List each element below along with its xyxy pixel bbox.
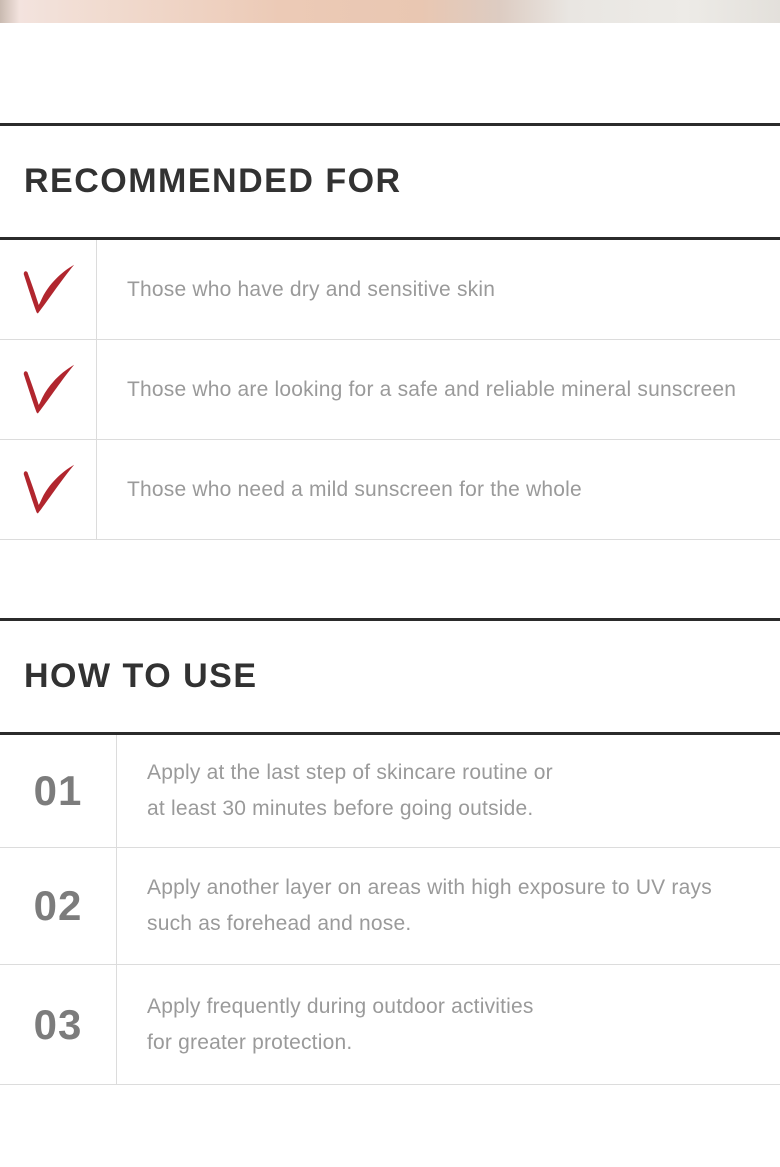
recommended-item-text: Those who need a mild sunscreen for the whole [127, 477, 582, 501]
recommended-item-text: Those who are looking for a safe and reliable mineral sunscreen [127, 377, 737, 401]
step-row [0, 965, 780, 1085]
step-text [117, 965, 780, 1084]
step-number: 02 [0, 848, 117, 964]
section-spacer [0, 540, 780, 618]
recommended-for-title: RECOMMENDED FOR [24, 162, 402, 200]
check-cell [0, 240, 97, 339]
check-cell [0, 340, 97, 439]
check-cell [0, 440, 97, 539]
recommended-row [0, 440, 780, 540]
step-text-line2: at least 30 minutes before going outside. [147, 797, 534, 820]
top-spacer [0, 23, 780, 123]
how-to-use-table [0, 735, 780, 1085]
step-text-line2: for greater protection. [147, 1030, 353, 1054]
recommended-for-header [0, 123, 780, 240]
step-row [0, 848, 780, 965]
step-text-line1: Apply at the last step of skincare routine or [147, 761, 553, 784]
recommended-row [0, 340, 780, 440]
check-icon [20, 261, 76, 319]
recommended-item-text: Those who have dry and sensitive skin [127, 277, 496, 301]
hero-photo-strip [0, 0, 780, 23]
how-to-use-header [0, 618, 780, 735]
step-number: 01 [0, 735, 117, 847]
step-text-line1: Apply another layer on areas with high exposure to UV rays [147, 876, 712, 899]
step-text-line1: Apply frequently during outdoor activities [147, 994, 534, 1018]
check-icon [20, 461, 76, 519]
recommended-row [0, 240, 780, 340]
check-icon [20, 361, 76, 419]
step-text [117, 735, 780, 847]
step-text-line2: such as forehead and nose. [147, 912, 412, 935]
recommended-for-table [0, 240, 780, 540]
how-to-use-title: HOW TO USE [24, 657, 258, 695]
step-row [0, 735, 780, 848]
step-number: 03 [0, 965, 117, 1084]
step-text [117, 848, 780, 964]
